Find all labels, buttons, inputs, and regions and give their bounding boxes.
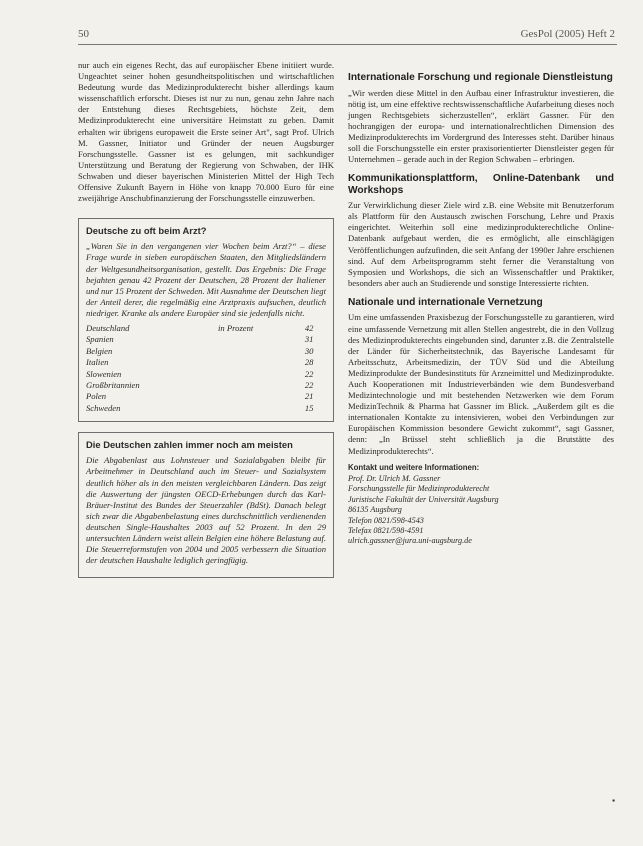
header-rule <box>78 44 617 45</box>
contact-line: Telefon 0821/598-4543 <box>348 515 424 525</box>
table-cell: 28 <box>304 357 314 368</box>
info-box-doctor-visits <box>78 218 334 422</box>
contact-title: Kontakt und weitere Informationen: <box>348 462 480 472</box>
table-cell: in Prozent <box>218 322 254 333</box>
box-title: Deutsche zu oft beim Arzt? <box>86 225 207 237</box>
box-text: Die Abgabenlast aus Lohnsteuer und Sozialabgaben bleibt für Arbeitnehmer in Deutschland auch im Steuer- und Sozialsystem deutlich höher als in den meisten vergleichbaren Ländern. Das zeigt die Auswertung der jüngsten OECD-Erhebungen durch das Karl-Bräuer-Institut des Bundes der Steuerzahler (BdSt). Danach belegt sich zwar die Abgabenbelastung eines durchschnittlich verdienenden deutschen Single-Haushaltes 2003 auf 52 Prozent. In den 29 untersuchten Ländern weist allein Belgien eine höhere Belastung auf. Die Steuerreformstufen von 2004 und 2005 verbessern die Situation der deutschen Haushalte lediglich geringfügig. <box>86 455 326 566</box>
intro-paragraph: nur auch ein eigenes Recht, das auf europäischer Ebene initiiert wurde. Ungeachtet seiner hohen gesundheitspolitischen und wirtschaftlichen Bedeutung wurde das Medizinprodukterecht bisher allerdings kaum wissenschaftlich erforscht. Dieses ist nur zu nun, genau zehn Jahre nach der Entstehung dieses Rechtsgebiets, höchste Zeit, dem Medizinprodukterecht eine universitäre Heimstatt zu geben. Damit erhalten wir übrigens europaweit die Erste seiner Art", sagt Prof. Ulrich M. Gassner, Initiator und Gründer der neuen Augsburger Forschungsstelle. Gassner ist es gelungen, mit sachkundiger Unterstützung und Beratung der Regierung von Schwaben, der IHK Schwaben und dieser bayerischen Ministerien Mittel der High Tech Offensive Zukunft Bayern in Höhe von knapp 70.000 Euro für eine zweijährige Anschubfinanzierung der Forschungsstelle einzuwerben. <box>78 60 334 204</box>
box-text: „Waren Sie in den vergangenen vier Wochen beim Arzt?“ – diese Frage wurde in sieben europäischen Staaten, den Mitgliedsländern der Weltgesundheitsorganisation, gestellt. Das Ergebnis: Die Frage bejahten genau 42 Prozent der Deutschen, 28 Prozent der Italiener und nur 15 Prozent der Schweden. Mit Ausnahme der Deutschen liegt der Anteil derer, die regelmäßig eine Arztpraxis aufsuchen, deutlich niedriger. Kranke als andere Europäer sind sie jedenfalls nicht. <box>86 241 326 318</box>
right-column <box>348 60 614 547</box>
table-cell: 31 <box>304 334 314 345</box>
table-cell: 22 <box>304 368 314 379</box>
box-title: Die Deutschen zahlen immer noch am meisten <box>86 439 293 451</box>
contact-line: 86135 Augsburg <box>348 505 402 515</box>
section-paragraph: Um eine umfassenden Praxisbezug der Forschungsstelle zu garantieren, wird eine umfassende Vernetzung mit allen Stellen angestrebt, die in den Vollzug des Medizinprodukterechts eingebunden sind, darunter z.B. die Zentralstelle der Länder für Sicherheitstechnik, das Bayerische Landesamt für Arbeitsschutz, Arbeitsmedizin, der TÜV Süd und die Abteilung Medizinprodukte der Bundesinstituts für Arzneimittel und Medizinprodukte. Auch Kooperationen mit Industrieverbänden wie dem Bundesverband Medizintechnologie und mit bestehenden Netzwerken wie dem Forum MedizinTechnik & Pharma hat Gassner im Blick. „Außerdem gilt es die internationalen Kontakte zu intensivieren, wobei den Verbindungen zur Europäischen Kommission besondere Gewicht zukommt“, sagt Gassner, denn: „In Brüssel steht schließlich ja die Brutstätte des Medizinprodukterechts“. <box>348 312 614 456</box>
table-cell: Schweden <box>86 402 121 413</box>
table-cell: Belgien <box>86 345 113 356</box>
table-row <box>86 391 326 402</box>
section-paragraph: Zur Verwirklichung dieser Ziele wird z.B. eine Website mit Benutzerforum als Plattform für den Austausch zwischen Forschung, Lehre und Praxis eingerichtet. Weiterhin soll eine medizinprodukterechtliche Online-Datenbank aufgebaut werden, die es ermöglicht, alle einschlägigen Veröffentlichungen aufzufinden, die seit Anfang der 1990er Jahre erschienen sind. Auf dem Arbeitsprogramm steht ferner die Veranstaltung von Symposien und Workshops, die sich an Wissenschaftler und Praktiker, besonders aber auch an Studierende und sonstige Interessierte richten. <box>348 200 614 288</box>
left-column <box>78 60 334 578</box>
table-cell: Großbritannien <box>86 380 140 390</box>
table-row <box>86 380 326 391</box>
table-header-row <box>86 323 326 334</box>
table-cell: Deutschland <box>86 322 130 333</box>
info-box-tax-burden <box>78 432 334 578</box>
contact-email: ulrich.gassner@jura.uni-augsburg.de <box>348 536 472 546</box>
section-heading: Internationale Forschung und regionale Dienstleistung <box>348 72 613 83</box>
stats-table <box>86 323 326 414</box>
table-cell: 42 <box>304 322 314 333</box>
table-row <box>86 346 326 357</box>
journal-reference: GesPol (2005) Heft 2 <box>520 28 615 40</box>
table-row <box>86 334 326 345</box>
contact-line: Prof. Dr. Ulrich M. Gassner <box>348 474 441 484</box>
table-cell: 30 <box>304 345 314 356</box>
table-row <box>86 357 326 368</box>
section-paragraph: „Wir werden diese Mittel in den Aufbau einer Infrastruktur investieren, die nötig ist, um eine effektive rechtswissenschaftliche Aufarbeitung dieses noch jungen Rechtsgebiets sicherzustellen“, erklärt Gassner. Für den hochrangigen der europa- und internationalrechtlichen Dimension des Medizinprodukterechts im Vordergrund des Interesses steht. Darüber hinaus soll die Forschungsstelle ein erster praxisorientierter Dienstleister gegen für Unternehmen – gerade auch in der Region Schwaben – erbringen. <box>348 87 614 165</box>
table-cell: Slowenien <box>86 368 122 379</box>
section-heading: Nationale und internationale Vernetzung <box>348 296 543 308</box>
end-of-article-marker: ▪ <box>612 796 615 805</box>
table-row <box>86 369 326 380</box>
table-cell: Spanien <box>86 334 114 345</box>
contact-line: Telefax 0821/598-4591 <box>348 526 424 536</box>
contact-line: Forschungsstelle für Medizinprodukterecht <box>348 484 490 494</box>
page-number: 50 <box>78 28 89 40</box>
table-cell: Polen <box>86 391 107 402</box>
table-cell: 15 <box>304 402 314 413</box>
table-cell: 22 <box>304 380 314 390</box>
table-row <box>86 403 326 414</box>
table-cell: 21 <box>304 391 314 402</box>
table-cell: Italien <box>86 357 109 368</box>
contact-line: Juristische Fakultät der Universität Augsburg <box>348 494 499 504</box>
section-heading: Kommunikationsplattform, Online-Datenbank und Workshops <box>348 173 614 196</box>
contact-block <box>348 463 614 547</box>
